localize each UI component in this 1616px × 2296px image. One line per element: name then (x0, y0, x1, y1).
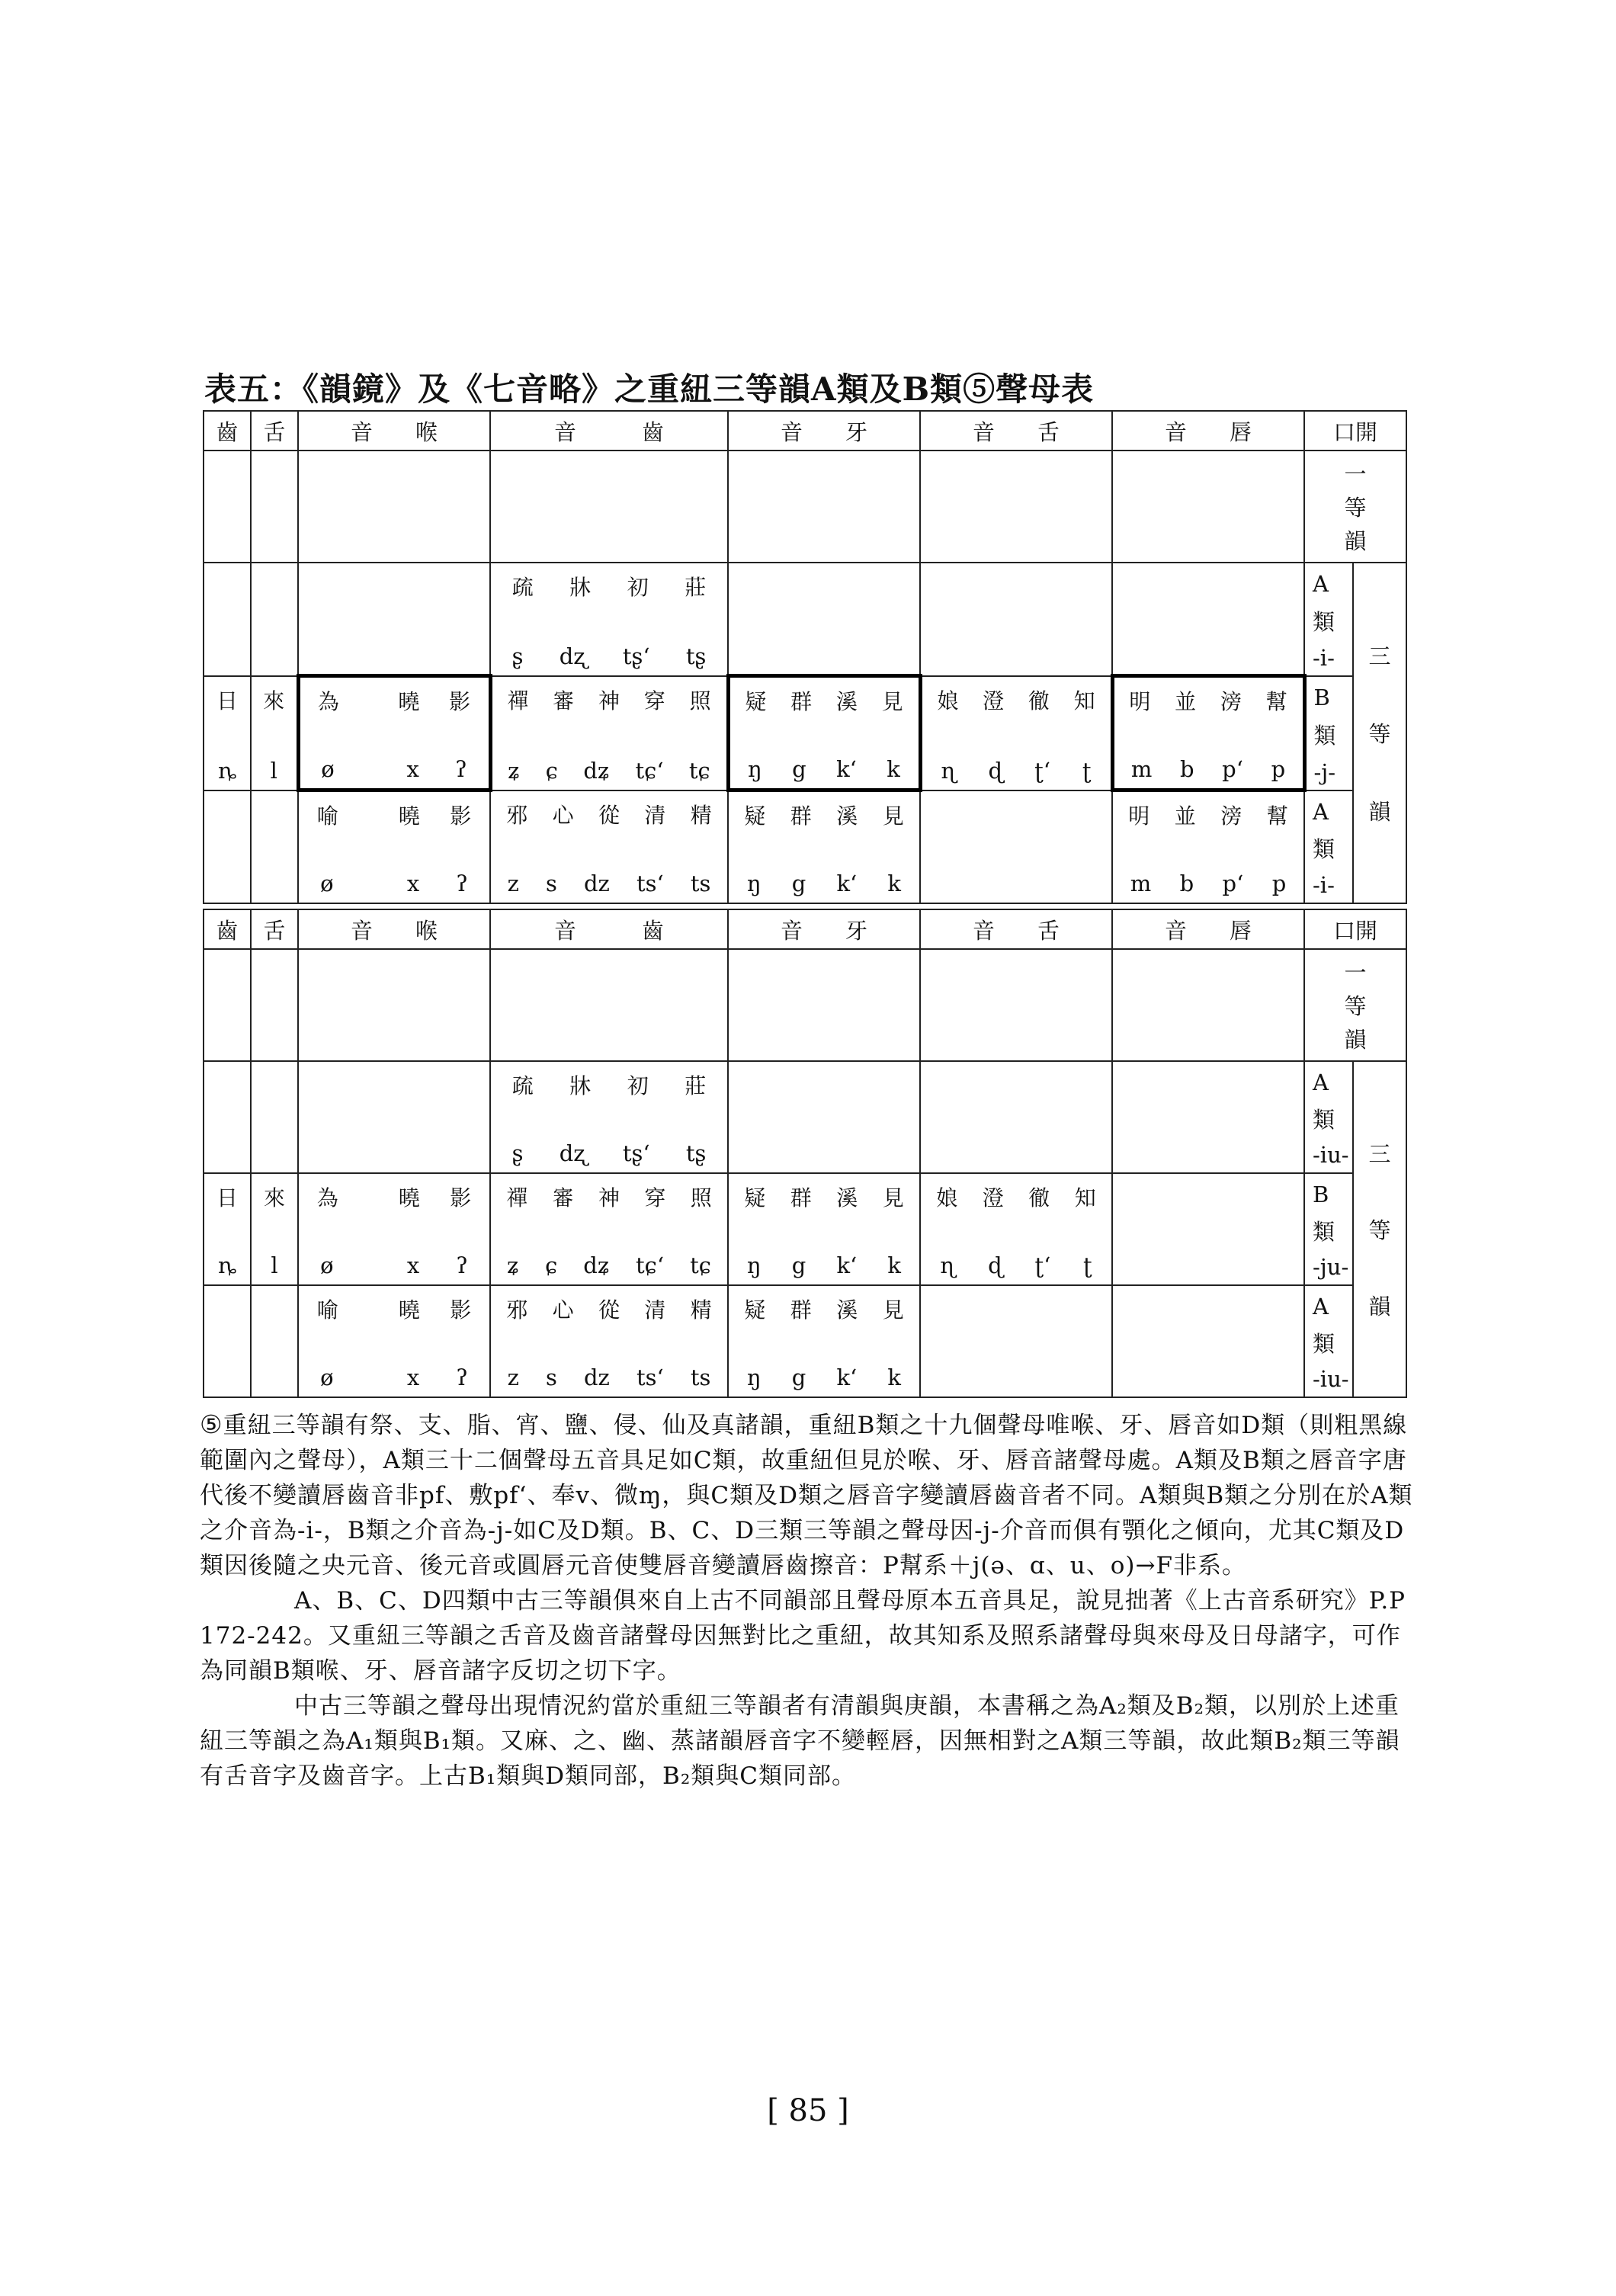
header-she: 舌 (251, 909, 298, 949)
footnote-paragraph-1: ⑤重紐三等韻有祭、支、脂、宵、鹽、侵、仙及真諸韻，重紐B類之十九個聲母唯喉、牙、唇音如D類（則粗黑線範圍內之聲母），A類三十二個聲母五音具足如C類，故重紐但見於喉、牙、唇音諸聲母處。A類及B類之唇音字唐代後不變讀唇齒音非pf、敷pfʻ、奉v、微ɱ，與C類及D類之唇音字變讀唇齒音者不同。A類與B類之分別在於A類之介音為-i-，B類之介音為-j-如C及D類。B、C、D三類三等韻之聲母因-j-介音而俱有顎化之傾向，尤其C類及D類因後隨之央元音、後元音或圓唇元音使雙唇音變讀唇齒擦音：P幫系＋j(ə、ɑ、u、o)→F非系。 (200, 1409, 1413, 1579)
row-zhuang (204, 563, 1406, 676)
row-zhuang (204, 1061, 1406, 1173)
b-ya-cell: 疑 群 溪 見 ŋ g kʻ k (728, 676, 920, 790)
row-b (204, 676, 1406, 790)
lai-cell: 來 l (251, 676, 298, 790)
b-chi-cell: 禪 審 神 穿 照 ʑ ɕ dʑ tɕʻ tɕ (490, 1173, 728, 1285)
b-she-cell: 娘 澄 徹 知 ɳ ɖ ʈʻ ʈ (920, 1173, 1112, 1285)
header-chi: 齒 (204, 909, 251, 949)
a-hou-cell: 喻 曉 影 ø x ʔ (298, 1285, 490, 1397)
header-hou: 音 喉 (298, 411, 490, 451)
zhuang-chi-cell: 疏 牀 初 莊 ʂ dʐ tʂʻ tʂ (490, 1061, 728, 1173)
header-she: 舌 (251, 411, 298, 451)
row-a (204, 1285, 1406, 1397)
header-chi-yin: 音 齒 (490, 411, 728, 451)
footnote-paragraph-2: A、B、C、D四類中古三等韻俱來自上古不同韻部且聲母原本五音具足，說見拙著《上古音系研究》P.P 172-242。又重紐三等韻之舌音及齒音諸聲母因無對比之重紐，故其知系及照系諸聲母與來母及日母諸字，可作為同韻B類喉、牙、唇音諸字反切之切下字。 (200, 1587, 1406, 1685)
header-she-yin: 音 舌 (920, 411, 1112, 451)
lai-cell: 來 l (251, 1173, 298, 1285)
a-hou-cell: 喻 曉 影 ø x ʔ (298, 790, 490, 904)
zhuang-chi-cell: 疏 牀 初 莊 ʂ dʐ tʂʻ tʂ (490, 563, 728, 676)
initials-table-1 (203, 410, 1407, 904)
a-chi-cell: 邪 心 從 清 精 z s dz tsʻ ts (490, 790, 728, 904)
header-chi: 齒 (204, 411, 251, 451)
header-ya: 音 牙 (728, 909, 920, 949)
footnote-marker: ⑤ (200, 1409, 223, 1439)
label-zhuang: A 類 -i- (1304, 563, 1353, 676)
page-number: [ 85 ] (767, 2093, 849, 2128)
a-ya-cell: 疑 群 溪 見 ŋ g kʻ k (728, 1285, 920, 1397)
header-hou: 音 喉 (298, 909, 490, 949)
label-a: A 類 -iu- (1304, 1285, 1353, 1397)
a-chun-cell: 明 並 滂 幫 m b pʻ p (1112, 790, 1304, 904)
label-sandeng: 三 等 韻 (1353, 1061, 1406, 1397)
ri-cell: 日 ȵ (204, 1173, 251, 1285)
b-hou-cell: 為 曉 影 ø x ʔ (298, 676, 490, 790)
header-kaikou: 口開 (1304, 411, 1406, 451)
label-b: B 類 -j- (1304, 676, 1353, 790)
label-zhuang: A 類 -iu- (1304, 1061, 1353, 1173)
header-chun: 音 唇 (1112, 909, 1304, 949)
row-a (204, 790, 1406, 904)
footnote (200, 1407, 1419, 1794)
ri-cell: 日 ȵ (204, 676, 251, 790)
b-ya-cell: 疑 群 溪 見 ŋ g kʻ k (728, 1173, 920, 1285)
b-chun-cell: 明 並 滂 幫 m b pʻ p (1112, 676, 1304, 790)
row-yideng (204, 949, 1406, 1061)
label-sandeng: 三 等 韻 (1353, 563, 1406, 903)
b-hou-cell: 為 曉 影 ø x ʔ (298, 1173, 490, 1285)
initials-table-2 (203, 909, 1407, 1398)
header-chun: 音 唇 (1112, 411, 1304, 451)
footnote-paragraph-3: 中古三等韻之聲母出現情況約當於重紐三等韻者有清韻與庚韻，本書稱之為A₂類及B₂類，以別於上述重紐三等韻之為A₁類與B₁類。又麻、之、幽、蒸諸韻唇音字不變輕唇，因無相對之A類三等韻，故此類B₂類三等韻有舌音字及齒音字。上古B₁類與D類同部，B₂類與C類同部。 (200, 1692, 1400, 1790)
label-b: B 類 -ju- (1304, 1173, 1353, 1285)
header-chi-yin: 音 齒 (490, 909, 728, 949)
row-yideng (204, 451, 1406, 563)
row-b (204, 1173, 1406, 1285)
a-ya-cell: 疑 群 溪 見 ŋ g kʻ k (728, 790, 920, 904)
header-she-yin: 音 舌 (920, 909, 1112, 949)
header-row (204, 411, 1406, 451)
header-kaikou: 口開 (1304, 909, 1406, 949)
b-chi-cell: 禪 審 神 穿 照 ʑ ɕ dʑ tɕʻ tɕ (490, 676, 728, 790)
a-chi-cell: 邪 心 從 清 精 z s dz tsʻ ts (490, 1285, 728, 1397)
header-ya: 音 牙 (728, 411, 920, 451)
label-yideng: 一 等 韻 (1304, 949, 1406, 1061)
label-a: A 類 -i- (1304, 790, 1353, 904)
b-she-cell: 娘 澄 徹 知 ɳ ɖ ʈʻ ʈ (920, 676, 1112, 790)
label-yideng: 一 等 韻 (1304, 451, 1406, 563)
table-title: 表五：《韻鏡》及《七音略》之重紐三等韻A類及B類⑤聲母表 (204, 370, 1095, 408)
header-row (204, 909, 1406, 949)
